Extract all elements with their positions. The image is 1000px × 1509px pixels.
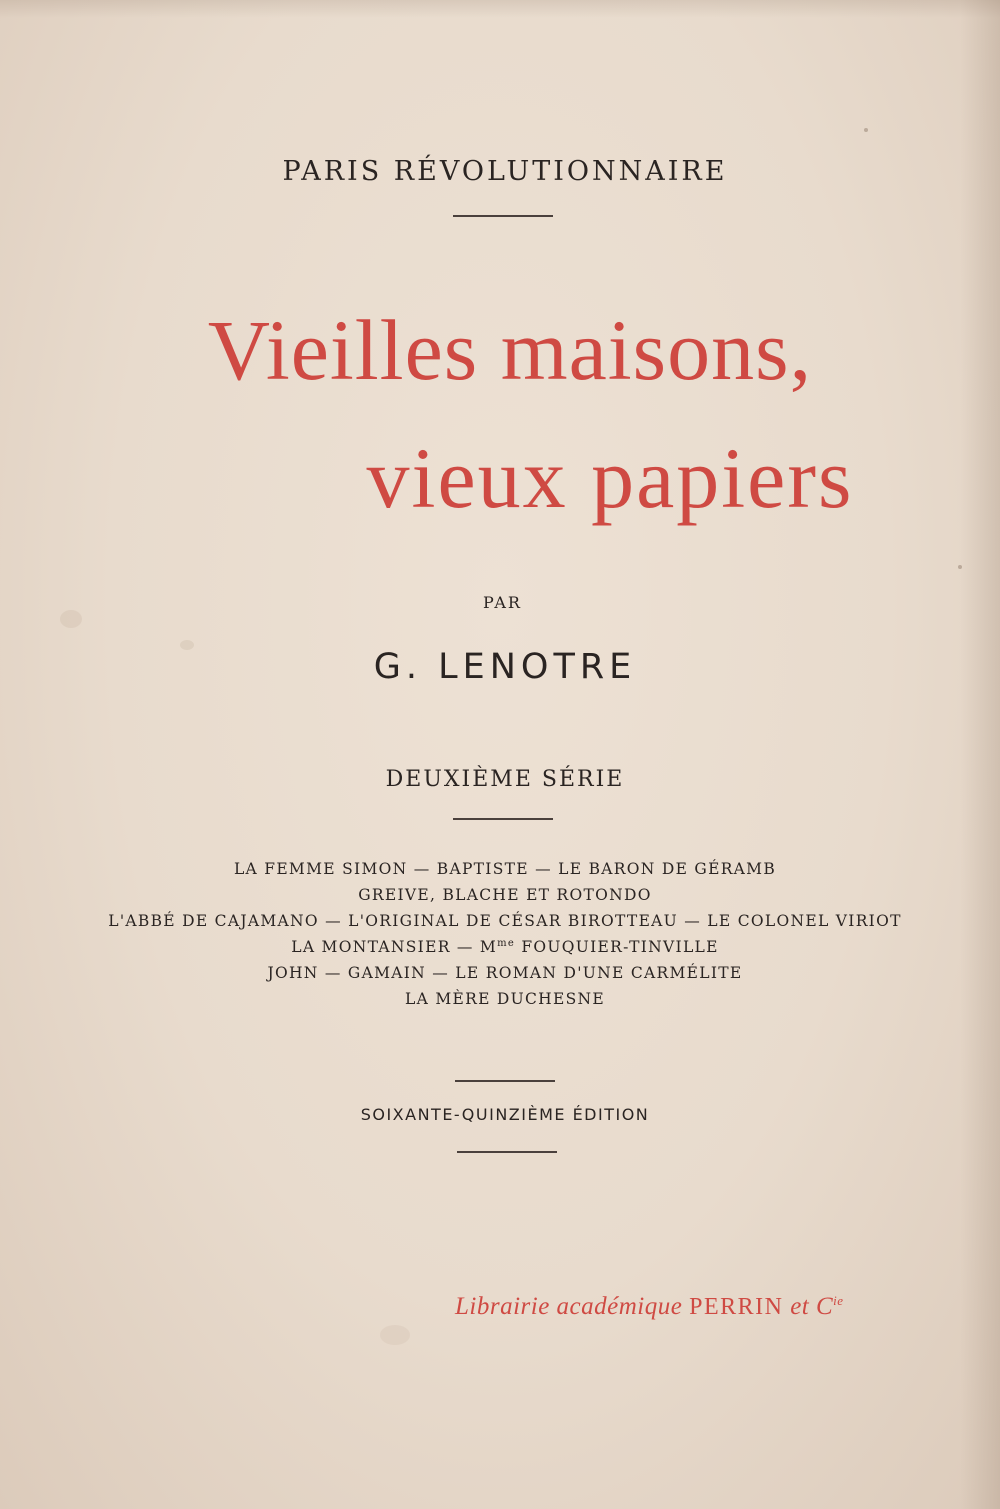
contents-line [60,934,950,960]
series-number: DEUXIÈME SÉRIE [385,767,625,792]
contents-line: LA MÈRE DUCHESNE [405,990,605,1008]
edition-label: SOIXANTE-QUINZIÈME ÉDITION [360,1105,650,1124]
paper-speck [180,640,194,650]
title-line-2: vieux papiers [366,430,854,526]
divider-rule [453,215,553,217]
publisher-suffix-superscript: ie [833,1293,844,1308]
title-line-1: Vieilles maisons, [207,302,813,398]
paper-speck [864,128,868,132]
paper-speck [958,565,962,569]
paper-speck [380,1325,410,1345]
contents-line: L'ABBÉ DE CAJAMANO — L'ORIGINAL DE CÉSAR BIROTTEAU — LE COLONEL VIRIOT [108,912,902,930]
divider-rule [457,1151,557,1153]
contents-line-part: FOUQUIER-TINVILLE [515,938,719,956]
paper-speck [60,610,82,628]
contents-line: GREIVE, BLACHE ET ROTONDO [358,886,652,904]
right-edge-shading [960,0,1000,1509]
series-label: PARIS RÉVOLUTIONNAIRE [282,156,728,187]
contents-line: LA FEMME SIMON — BAPTISTE — LE BARON DE GÉRAMB [233,860,777,878]
top-edge-shading [0,0,1000,18]
contents-line: JOHN — GAMAIN — LE ROMAN D'UNE CARMÉLITE [267,964,743,982]
publisher-suffix: et C [790,1293,834,1320]
publisher-imprint [455,1293,925,1321]
contents-list [60,856,950,1012]
divider-rule [453,818,553,820]
publisher-name: PERRIN [689,1294,784,1320]
publisher-prefix: Librairie académique [455,1293,683,1320]
contents-line-superscript: me [497,938,516,949]
contents-line-part: LA MONTANSIER — M [291,938,498,956]
divider-rule [455,1080,555,1082]
by-label: PAR [483,593,522,612]
author-name: G. LENOTRE [373,647,637,687]
